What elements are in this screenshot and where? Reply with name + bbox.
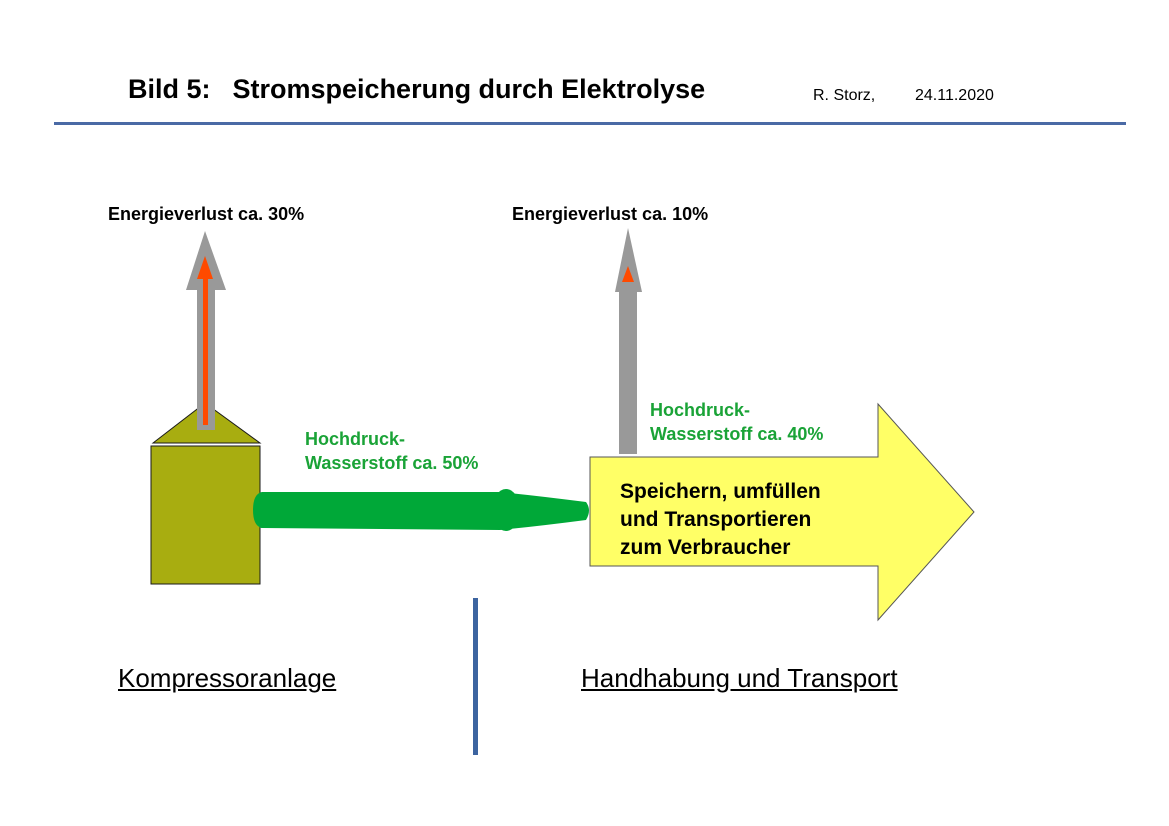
compressor-body — [151, 446, 260, 584]
hydrogen-50-label — [305, 427, 478, 475]
hydrogen-50-line-2: Wasserstoff ca. 50% — [305, 453, 479, 473]
figure-label: Bild 5: — [128, 74, 211, 104]
hydrogen-40-line-1: Hochdruck- — [650, 400, 751, 420]
loss-arrow-right — [615, 228, 642, 454]
hydrogen-40-line-2: Wasserstoff ca. 40% — [650, 424, 824, 444]
storage-line-2: und Transportieren — [620, 508, 812, 531]
hydrogen-40-label — [650, 398, 823, 446]
storage-box-text — [620, 478, 821, 562]
loss-label-left: Energieverlust ca. 30% — [108, 204, 305, 224]
loss-label-right: Energieverlust ca. 10% — [512, 204, 709, 224]
storage-line-3: zum Verbraucher — [620, 536, 791, 559]
section-divider — [473, 598, 478, 755]
loss-arrow-left — [186, 231, 226, 430]
hydrogen-flow-arrow — [253, 489, 589, 531]
hydrogen-50-line-1: Hochdruck- — [305, 429, 406, 449]
storage-line-1: Speichern, umfüllen — [620, 480, 821, 503]
figure-title: Stromspeicherung durch Elektrolyse — [232, 74, 706, 104]
section-label-transport: Handhabung und Transport — [581, 663, 898, 693]
section-label-compressor: Kompressoranlage — [118, 663, 337, 693]
author: R. Storz, — [813, 87, 876, 104]
date: 24.11.2020 — [915, 87, 994, 104]
